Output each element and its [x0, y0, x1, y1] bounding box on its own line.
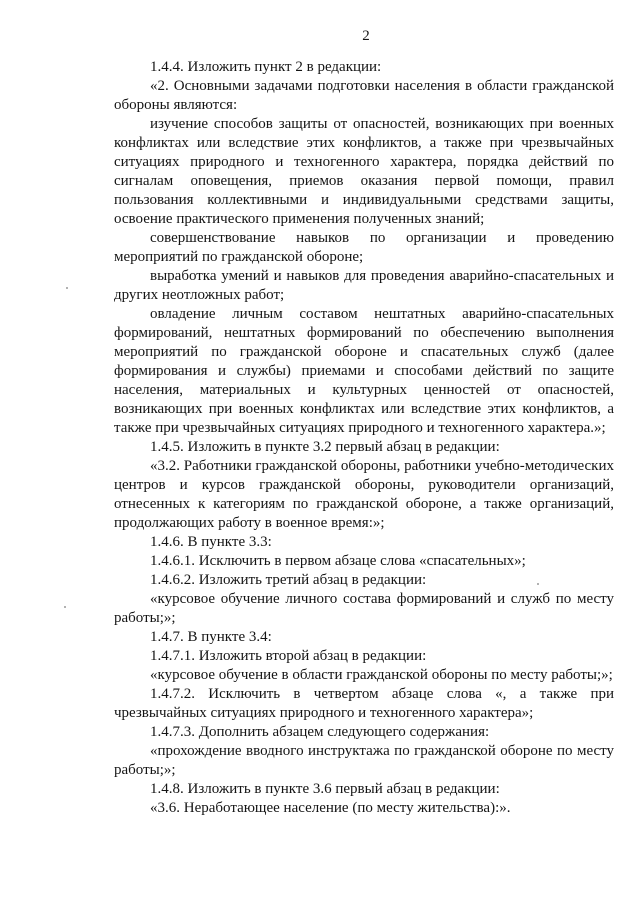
scan-speck	[66, 287, 68, 289]
paragraph-quote-course-personnel: «курсовое обучение личного состава формирований и служб по месту работы;»;	[114, 591, 614, 626]
paragraph-item-3-6: «3.6. Неработающее население (по месту жительства):».	[150, 800, 511, 816]
paragraph-1-4-5: 1.4.5. Изложить в пункте 3.2 первый абзац в редакции:	[150, 439, 500, 455]
paragraph-1-4-4: 1.4.4. Изложить пункт 2 в редакции:	[150, 59, 382, 75]
paragraph-1-4-6-2: 1.4.6.2. Изложить третий абзац в редакции:	[150, 572, 427, 588]
paragraph-quote-briefing: «прохождение вводного инструктажа по гражданской обороне по месту работы;»;	[114, 743, 614, 778]
paragraph-1-4-7-3: 1.4.7.3. Дополнить абзацем следующего содержания:	[150, 724, 490, 740]
paragraph-1-4-7-1: 1.4.7.1. Изложить второй абзац в редакции:	[150, 648, 427, 664]
paragraph-task-personnel: овладение личным составом нештатных аварийно-спасательных формирований, нештатных формирований по обеспечению выполнения мероприятий по гражданской обороне и спасательных служб (далее формирования и службы) приемами и способами действий по защите населения, материальных и культурных ценностей от опасностей, возникающих при военных конфликтах или вследствие этих конфликтов, а также при чрезвычайных ситуациях природного и техногенного характера.»;	[114, 306, 614, 436]
paragraph-1-4-8: 1.4.8. Изложить в пункте 3.6 первый абзац в редакции:	[150, 781, 500, 797]
paragraph-task-abilities: выработка умений и навыков для проведения аварийно-спасательных и других неотложных работ;	[114, 268, 614, 303]
paragraph-quote-course-civil-defense: «курсовое обучение в области гражданской обороны по месту работы;»;	[150, 667, 613, 683]
paragraph-1-4-7: 1.4.7. В пункте 3.4:	[150, 629, 272, 645]
paragraph-1-4-7-2: 1.4.7.2. Исключить в четвертом абзаце слова «, а также при чрезвычайных ситуациях природного и техногенного характера»;	[114, 686, 614, 721]
paragraph-item-2-intro: «2. Основными задачами подготовки населения в области гражданской обороны являются:	[114, 78, 614, 113]
paragraph-1-4-6-1: 1.4.6.1. Исключить в первом абзаце слова «спасательных»;	[150, 553, 526, 569]
document-body	[114, 58, 614, 818]
paragraph-task-skills: совершенствование навыков по организации и проведению мероприятий по гражданской обороне;	[114, 230, 614, 265]
paragraph-1-4-6: 1.4.6. В пункте 3.3:	[150, 534, 272, 550]
paragraph-item-3-2: «3.2. Работники гражданской обороны, работники учебно-методических центров и курсов гражданской обороны, руководители организаций, отнесенных к категориям по гражданской обороне, а также организаций, продолжающих работу в военное время:»;	[114, 458, 614, 531]
page-number: 2	[362, 28, 370, 44]
paragraph-task-study: изучение способов защиты от опасностей, возникающих при военных конфликтах или вследствие этих конфликтов, а также при чрезвычайных ситуациях природного и техногенного характера, порядка действий по сигналам оповещения, приемов оказания первой помощи, правил пользования коллективными и индивидуальными средствами защиты, освоение практического применения полученных знаний;	[114, 116, 614, 227]
scan-speck	[64, 606, 66, 608]
